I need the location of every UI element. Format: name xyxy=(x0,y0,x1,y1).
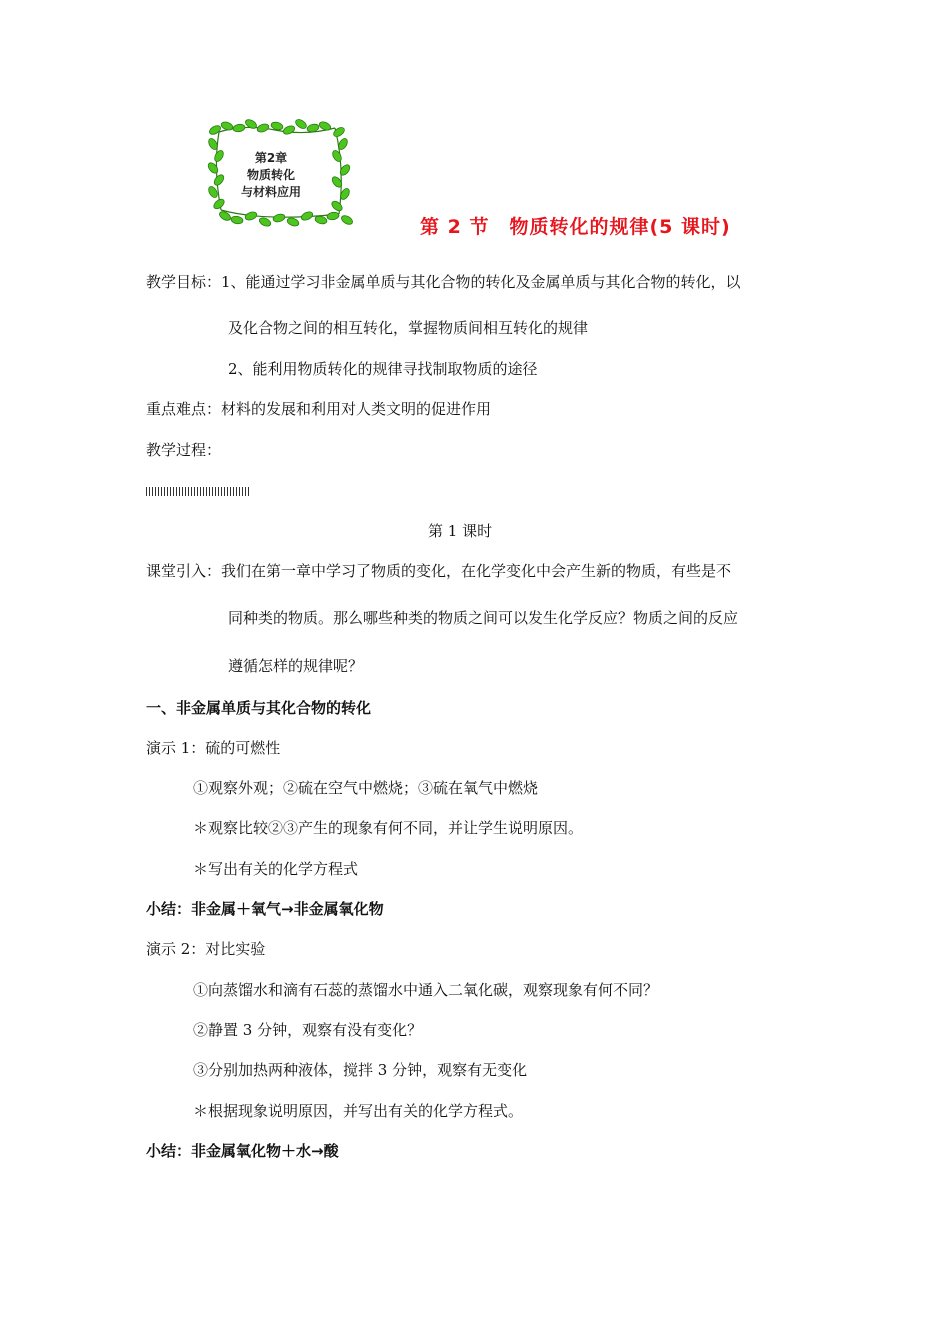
leaf-icon xyxy=(330,199,344,212)
leaf-icon xyxy=(232,123,245,132)
demo1-step2: ＊观察比较②③产生的现象有何不同，并让学生说明原因。 xyxy=(193,819,584,837)
leaf-icon xyxy=(331,149,343,163)
leaf-icon xyxy=(244,118,258,130)
leaf-icon xyxy=(212,173,225,187)
leaf-icon xyxy=(326,211,339,220)
intro-line3: 遵循怎样的规律呢？ xyxy=(228,657,364,675)
leaf-icon xyxy=(206,161,219,175)
leaf-icon xyxy=(213,149,225,163)
leaf-icon xyxy=(220,121,234,132)
demo2-step2: ②静置 3 分钟，观察有没有变化？ xyxy=(193,1021,423,1039)
leaf-icon xyxy=(294,118,308,130)
leaf-icon xyxy=(332,126,346,139)
leaf-icon xyxy=(208,124,222,136)
demo2-step1: ①向蒸馏水和滴有石蕊的蒸馏水中通入二氧化碳，观察现象有何不同？ xyxy=(193,981,659,999)
leaf-icon xyxy=(244,211,258,222)
process-label: 教学过程： xyxy=(146,441,222,459)
demo1-step1: ①观察外观；②硫在空气中燃烧；③硫在氧气中燃烧 xyxy=(193,779,539,797)
hatch-divider xyxy=(146,487,251,496)
leaf-icon xyxy=(272,213,285,223)
chapter-badge-text xyxy=(231,150,311,201)
demo2-title: 演示 2：对比实验 xyxy=(146,940,266,958)
intro-line2: 同种类的物质。那么哪些种类的物质之间可以发生化学反应？物质之间的反应 xyxy=(228,609,739,627)
leaf-icon xyxy=(340,214,354,226)
key-points: 重点难点：材料的发展和利用对人类文明的促进作用 xyxy=(146,400,492,418)
demo2-step4: ＊根据现象说明原因，并写出有关的化学方程式。 xyxy=(193,1102,524,1120)
section1-heading: 一、非金属单质与其化合物的转化 xyxy=(146,699,372,717)
section-title: 第 2 节 物质转化的规律(5 课时) xyxy=(420,216,731,238)
leaf-icon xyxy=(258,216,272,228)
demo1-title: 演示 1：硫的可燃性 xyxy=(146,739,281,757)
objectives-line1-cont: 及化合物之间的相互转化，掌握物质间相互转化的规律 xyxy=(228,319,589,337)
summary1: 小结：非金属＋氧气→非金属氧化物 xyxy=(146,900,384,918)
chapter-title-line1: 物质转化 xyxy=(246,168,295,182)
demo1-step3: ＊写出有关的化学方程式 xyxy=(193,860,359,878)
leaf-icon xyxy=(286,217,300,228)
chapter-badge xyxy=(205,118,355,230)
objectives-line1: 教学目标：1、能通过学习非金属单质与其化合物的转化及金属单质与其化合物的转化，以 xyxy=(146,273,741,291)
leaf-icon xyxy=(212,197,226,210)
leaf-icon xyxy=(230,215,243,224)
demo2-step3: ③分别加热两种液体，搅拌 3 分钟，观察有无变化 xyxy=(193,1061,528,1079)
intro-line1: 课堂引入：我们在第一章中学习了物质的变化，在化学变化中会产生新的物质，有些是不 xyxy=(146,562,732,580)
summary2: 小结：非金属氧化物＋水→酸 xyxy=(146,1142,339,1160)
chapter-number: 第2章 xyxy=(254,151,288,165)
lesson1-heading: 第 1 课时 xyxy=(428,522,493,540)
leaf-icon xyxy=(282,124,296,136)
objectives-line2: 2、能利用物质转化的规律寻找制取物质的途径 xyxy=(228,360,538,378)
leaf-icon xyxy=(256,123,270,134)
leaf-icon xyxy=(318,120,332,132)
leaf-icon xyxy=(300,210,314,222)
chapter-title-line2: 与材料应用 xyxy=(240,185,301,199)
